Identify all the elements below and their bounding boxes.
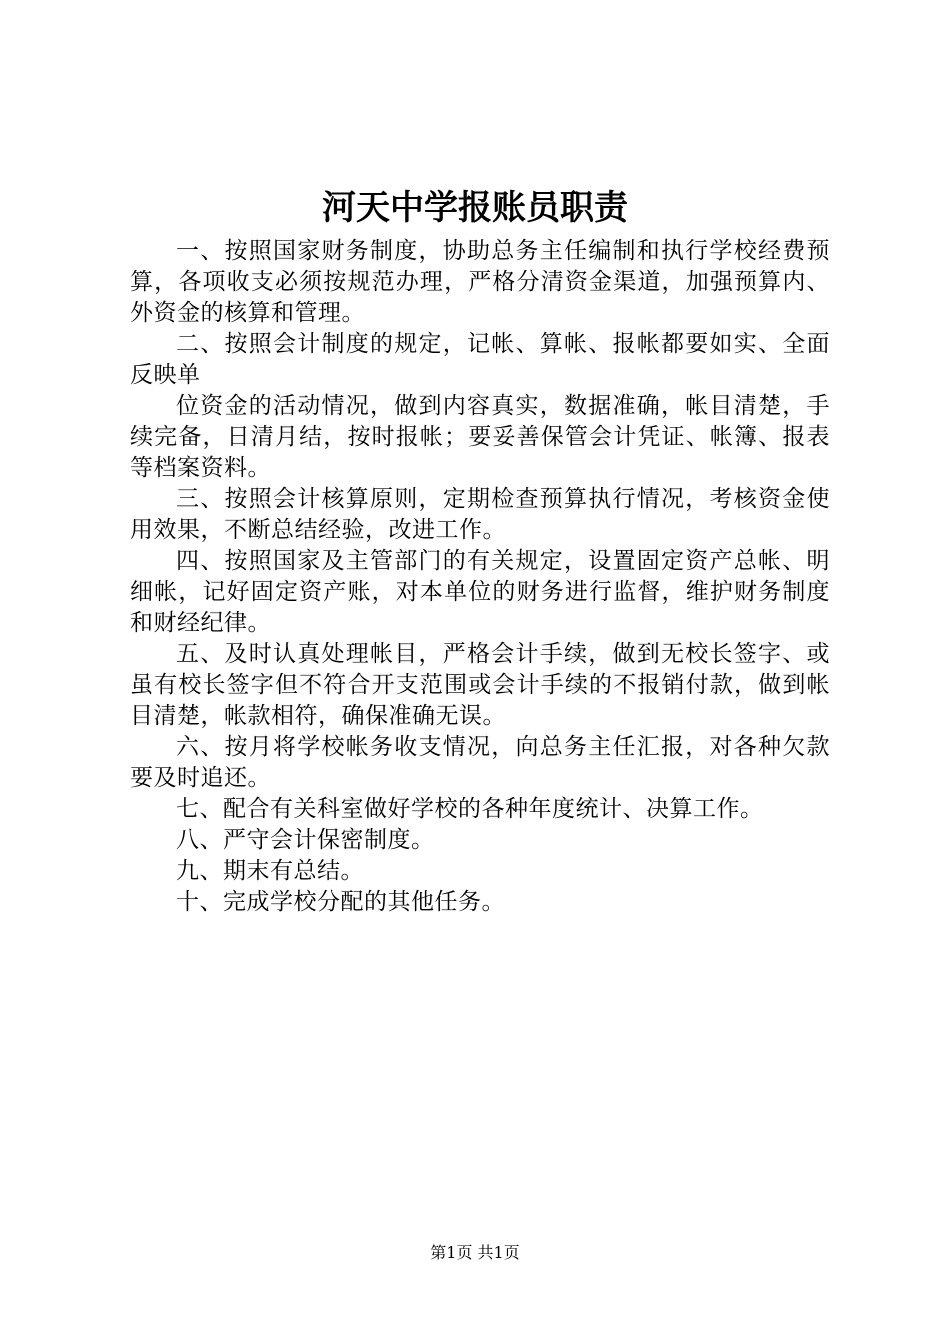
paragraph-11: 十、完成学校分配的其他任务。 — [176, 889, 505, 915]
paragraph-3: 位资金的活动情况，做到内容真实，数据准确，帐目清楚，手续完备，日清月结，按时报帐；要妥善保管会计凭证、帐簿、报表等档案资料。 — [130, 393, 830, 481]
paragraph-8: 七、配合有关科室做好学校的各种年度统计、决算工作。 — [176, 796, 764, 822]
paragraph-9: 八、严守会计保密制度。 — [176, 827, 435, 853]
document-body — [130, 236, 830, 918]
page-footer: 第1页 共1页 — [430, 1243, 520, 1262]
paragraph-1: 一、按照国家财务制度，协助总务主任编制和执行学校经费预算，各项收支必须按规范办理，严格分清资金渠道，加强预算内、外资金的核算和管理。 — [130, 238, 830, 326]
paragraph-10: 九、期末有总结。 — [176, 858, 364, 884]
document-title: 河天中学报账员职责 — [322, 188, 628, 228]
paragraph-7: 六、按月将学校帐务收支情况，向总务主任汇报，对各种欠款要及时追还。 — [130, 734, 830, 791]
paragraph-6: 五、及时认真处理帐目，严格会计手续，做到无校长签字、或虽有校长签字但不符合开支范围或会计手续的不报销付款，做到帐目清楚，帐款相符，确保准确无误。 — [130, 641, 830, 729]
paragraph-5: 四、按照国家及主管部门的有关规定，设置固定资产总帐、明细帐，记好固定资产账，对本单位的财务进行监督，维护财务制度和财经纪律。 — [130, 548, 830, 636]
paragraph-2: 二、按照会计制度的规定，记帐、算帐、报帐都要如实、全面反映单 — [130, 331, 830, 388]
paragraph-4: 三、按照会计核算原则，定期检查预算执行情况，考核资金使用效果，不断总结经验，改进工作。 — [130, 486, 830, 543]
